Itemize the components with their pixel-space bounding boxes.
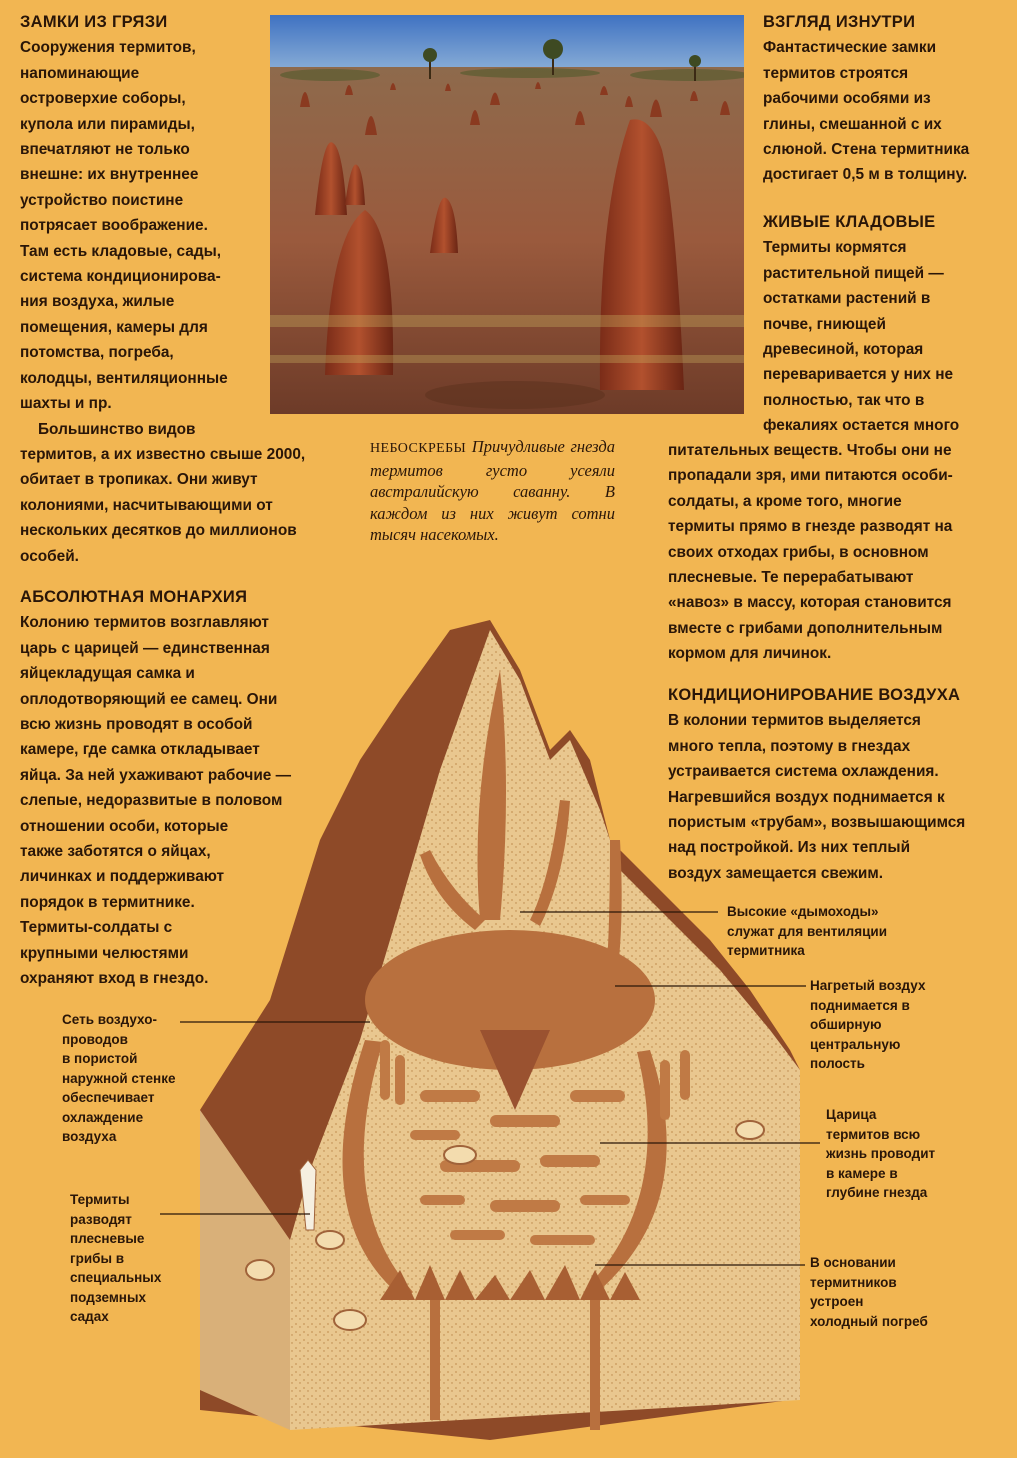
pantry-text-top: Термиты кормятся растительной пищей — остатками растений в почве, гниющей древесиной, которая переваривается у них не полностью, так что в фекалиях остается много [763,239,960,435]
heading-pantry: ЖИВЫЕ КЛАДОВЫЕ [763,213,936,231]
heading-monarchy: АБСОЛЮТНАЯ МОНАРХИЯ [20,588,248,606]
castles-text: Сооружения термитов, напоминающие островерхие соборы, купола или пирамиды, впечатляют не только внешне: их внутреннее устройство поистине потрясает воображение. Там есть кладовые, сады, система кондиционирова- ния воздуха, жилые помещения, камеры для потомства, погреба, колодцы, вентиляционные шахты и пр. [20,39,228,413]
label-air-ducts: Сеть воздухо- проводов в пористой наружной стенке обеспечивает охлаждение воздуха [62,1012,176,1144]
section-monarchy [20,585,350,992]
label-chimneys: Высокие «дымоходы» служат для вентиляции термитника [727,904,888,958]
label-cellar: В основании термитников устроен холодный погреб [810,1255,928,1329]
aircon-text: В колонии термитов выделяется много тепла, поэтому в гнездах устраивается система охлаждения. Нагревшийся воздух поднимается к пористым «трубам», возвышающимся над постройкой. Из них теплый воздух замещается свежим. [668,712,966,882]
castles-text-2: Большинство видов термитов, а их известно свыше 2000, обитает в тропиках. Они живут колониями, насчитывающими от нескольких десятков до миллионов особей. [20,420,306,565]
pantry-text-bottom: питательных веществ. Чтобы они не пропадали зря, ими питаются особи- солдаты, а кроме того, многие термиты прямо в гнезде разводят на своих отходах грибы, в основном плесневые. Те перерабатывают «навоз» в массу, которая становится вместе с грибами дополнительным кормом для личинок. [668,442,953,663]
label-hot-air: Нагретый воздух поднимается в обширную центральную полость [810,978,926,1071]
label-queen: Царица термитов всю жизнь проводит в камере в глубине гнезда [826,1107,936,1200]
caption-lead: НЕБОСКРЕБЫ [370,441,467,456]
section-pantry-body [668,438,1013,667]
heading-castles: ЗАМКИ ИЗ ГРЯЗИ [20,13,168,31]
section-castles [20,10,345,569]
section-aircon [668,683,1013,886]
monarchy-text: Колонию термитов возглавляют царь с царицей — единственная яйцекладущая самка и оплодотворяющий ее самец. Они всю жизнь проводят в особой камере, где самка откладывает яйца. За ней ухаживают рабочие — слепые, недоразвитые в половом отношении особи, которые также заботятся о яйцах, личинках и поддерживают порядок в термитнике. Термиты-солдаты с крупными челюстями охраняют вход в гнездо. [20,614,292,988]
label-fungus-gardens: Термиты разводят плесневые грибы в специальных подземных садах [70,1192,162,1324]
caption-text: Причудливые гнезда термитов густо усеяли австралийскую саванну. В каждом из них живут сотни тысяч насекомых. [370,437,615,544]
photo-caption [370,436,615,546]
heading-aircon: КОНДИЦИОНИРОВАНИЕ ВОЗДУХА [668,686,961,704]
section-pantry-head [763,210,1013,439]
section-inside [763,10,1013,188]
heading-inside: ВЗГЛЯД ИЗНУТРИ [763,13,916,31]
inside-text: Фантастические замки термитов строятся рабочими особями из глины, смешанной с их слюной. Стена термитника достигает 0,5 м в толщину. [763,39,970,184]
